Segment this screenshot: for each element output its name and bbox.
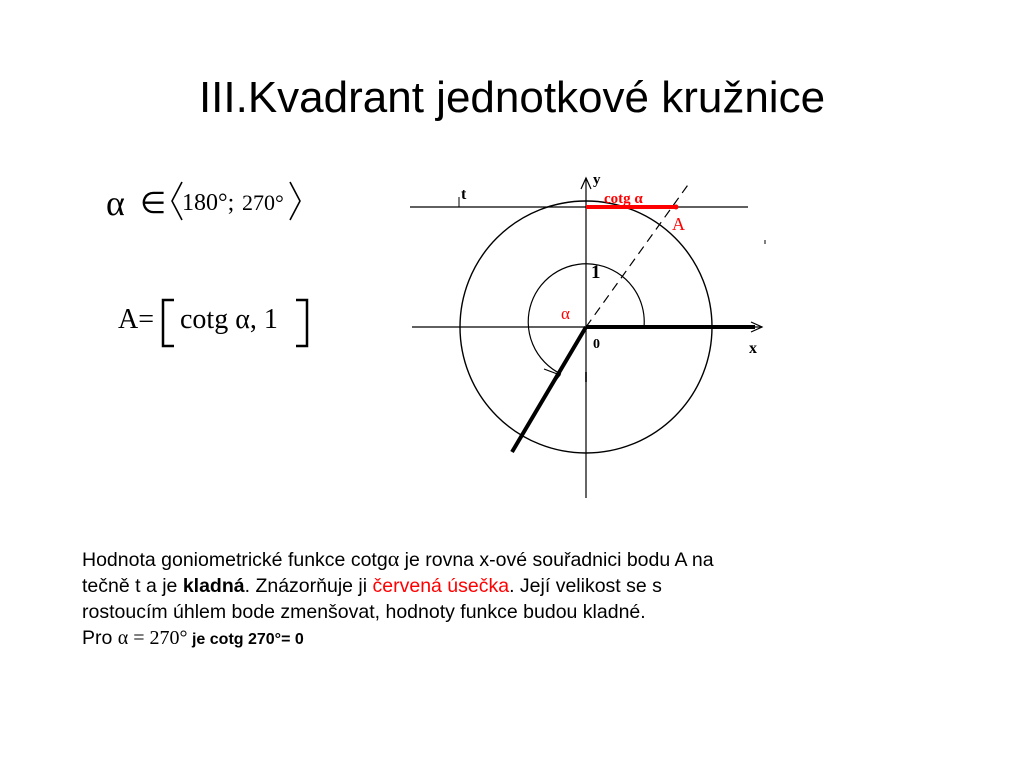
explanation-text — [82, 546, 982, 653]
unit-label: 1 — [591, 262, 601, 283]
point-a-coordinates: cotg α, 1 — [180, 304, 278, 335]
alpha-symbol: α — [387, 546, 400, 571]
explanation-line-2 — [82, 573, 982, 599]
text-run: Hodnota goniometrické funkce cotg — [82, 549, 388, 571]
text-run: . Její velikost se s — [509, 575, 662, 597]
bracket-left — [160, 298, 176, 348]
angle-bracket-right — [288, 180, 302, 222]
cotg-result: je cotg 270°= 0 — [187, 631, 304, 648]
text-run: tečně t a je — [82, 575, 183, 597]
terminal-side — [512, 327, 586, 452]
text-run: je rovna x-ové souřadnici bodu A na — [399, 549, 714, 571]
text-run: Pro — [82, 627, 118, 649]
point-a-marker — [674, 205, 679, 210]
text-run: . Znázorňuje ji — [244, 575, 373, 597]
interval-lower-bound: 180°; — [182, 190, 235, 216]
y-axis-label: y — [593, 172, 601, 188]
explanation-line-1 — [82, 546, 982, 573]
alpha-angle-label: α — [561, 304, 570, 323]
x-axis-label: x — [749, 340, 757, 357]
tangent-label: t — [461, 186, 467, 203]
bracket-right — [294, 298, 310, 348]
interval-upper-bound: 270° — [242, 190, 284, 215]
element-of-symbol: ∈ — [140, 187, 167, 220]
text-run: rostoucím úhlem bode zmenšovat, hodnoty funkce budou kladné. — [82, 601, 646, 623]
positive-emphasis: kladná — [182, 575, 245, 597]
point-a-label: A — [672, 214, 685, 234]
origin-label: 0 — [593, 337, 600, 352]
alpha-symbol: α — [106, 183, 125, 223]
cotg-label: cotg α — [604, 191, 643, 207]
point-a-lhs: A= — [118, 304, 155, 335]
alpha-equation: α = 270° — [117, 627, 188, 649]
red-segment-phrase: červená úsečka — [372, 575, 510, 597]
unit-circle-diagram — [400, 160, 780, 505]
slide-title: III.Kvadrant jednotkové kružnice — [198, 73, 826, 122]
explanation-line-4 — [82, 625, 982, 653]
explanation-line-3 — [82, 599, 982, 625]
